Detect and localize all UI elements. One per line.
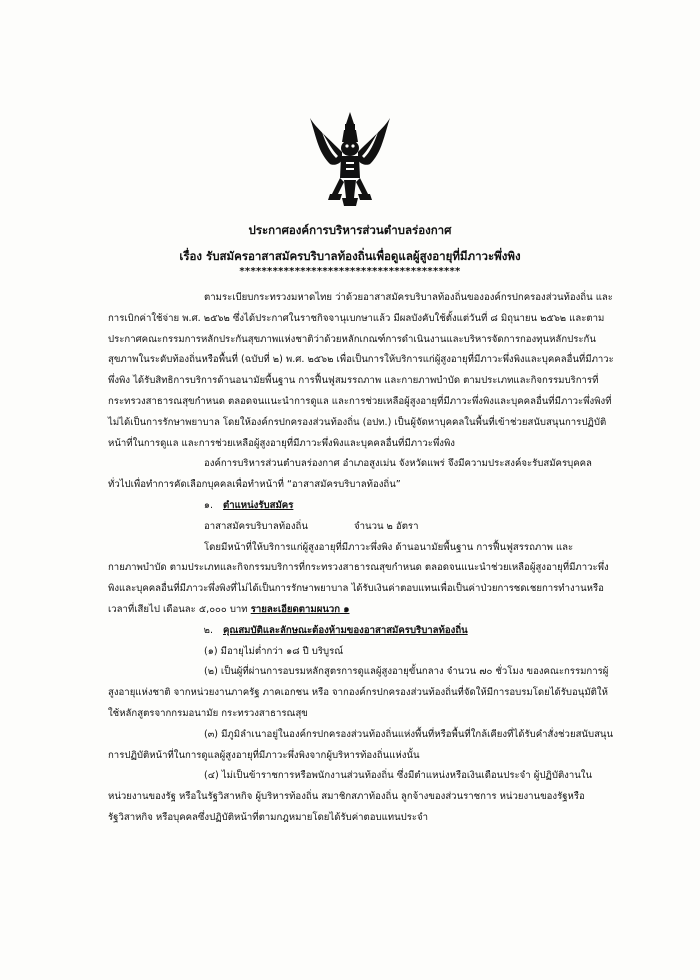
- duty-text: โดยมีหน้าที่ให้บริการแก่ผู้สูงอายุที่มีภาวะพึ่งพิง ด้านอนามัยพื้นฐาน การฟื้นฟูสรรถภาพ และกายภาพบำบัด ตามประเภทและกิจกรรมบริการที่กระทรวงสาธารณสุขกำหนด ตลอดจนแนะนำช่วยเหลือผู้สูงอายุที่มีภาวะพึ่งพิงและบุคคลอื่นที่มีภาวะพึ่งพิงที่ไม่ได้เป็นการรักษาพยาบาล ได้รับเงินค่าตอบแทนเพื่อเป็นค่าป่วยการชดเชยการทำงานหรือเวลาที่เสียไป เดือนละ ๕,๐๐๐ บาท: [108, 541, 609, 615]
- qualification-item: (๒) เป็นผู้ที่ผ่านการอบรมหลักสูตรการดูแลผู้สูงอายุขั้นกลาง จำนวน ๗๐ ชั่วโมง ของคณะกรรมการผู้สูงอายุแห่งชาติ จากหน่วยงานภาครัฐ ภาคเอกชน หรือ จากองค์กรปกครองส่วนท้องถิ่นที่จัดให้มีการอบรมโดยได้รับอนุมัติให้ใช้หลักสูตรจากกรมอนามัย กระทรวงสาธารณสุข: [108, 666, 609, 719]
- document-body: [108, 288, 614, 829]
- intro-paragraph-1: ตามระเบียบกระทรวงมหาดไทย ว่าด้วยอาสาสมัครบริบาลท้องถิ่นขององค์กรปกครองส่วนท้องถิ่น และการเบิกค่าใช้จ่าย พ.ศ. ๒๕๖๒ ซึ่งได้ประกาศในราชกิจจานุเบกษาแล้ว มีผลบังคับใช้ตั้งแต่วันที่ ๘ มิถุนายน ๒๕๖๒ และตามประกาศคณะกรรมการหลักประกันสุขภาพแห่งชาติว่าด้วยหลักเกณฑ์การดำเนินงานและบริหารจัดการกองทุนหลักประกันสุขภาพในระดับท้องถิ่นหรือพื้นที่ (ฉบับที่ ๒) พ.ศ. ๒๕๖๒ เพื่อเป็นการให้บริการแก่ผู้สูงอายุที่มีภาวะพึ่งพิงและบุคคลอื่นที่มีภาวะพึ่งพิง ได้รับสิทธิการบริการด้านอนามัยพื้นฐาน การฟื้นฟูสมรรถภาพ และกายภาพบำบัด ตามประเภทและกิจกรรมบริการที่กระทรวงสาธารณสุขกำหนด ตลอดจนแนะนำการดูแล และการช่วยเหลือผู้สูงอายุที่มีภาวะพึ่งพิงและบุคคลอื่นที่มีภาวะพึ่งพิงที่ไม่ได้เป็นการรักษาพยาบาล โดยให้องค์กรปกครองส่วนท้องถิ่น (อปท.) เป็นผู้จัดหาบุคคลในพื้นที่เข้าช่วยสนับสนุนการปฏิบัติหน้าที่ในการดูแล และการช่วยเหลือผู้สูงอายุที่มีภาวะพึ่งพิงและบุคคลอื่นที่มีภาวะพึ่งพิง: [108, 292, 614, 449]
- position-name: อาสาสมัครบริบาลท้องถิ่น: [204, 520, 308, 532]
- announcement-subject: เรื่อง รับสมัครอาสาสมัครบริบาลท้องถิ่นเพื่อดูแลผู้สูงอายุที่มีภาวะพึ่งพิง: [179, 249, 521, 263]
- section-1-duty: [108, 538, 614, 621]
- garuda-emblem: [308, 108, 392, 208]
- section-1-heading: ตำแหน่งรับสมัคร: [223, 499, 294, 511]
- appendix-reference: รายละเอียดตามผนวก ๑: [250, 603, 350, 615]
- announcement-title: ประกาศองค์การบริหารส่วนตำบลร่องกาศ: [248, 223, 452, 237]
- qualification-item: (๔) ไม่เป็นข้าราชการหรือพนักงานส่วนท้องถิ่น ซึ่งมีตำแหน่งหรือเงินเดือนประจำ ผู้ปฏิบัติงานในหน่วยงานของรัฐ หรือในรัฐวิสาหกิจ ผู้บริหารท้องถิ่น สมาชิกสภาท้องถิ่น ลูกจ้างของส่วนราชการ หน่วยงานของรัฐหรือรัฐวิสาหกิจ หรือบุคคลซึ่งปฏิบัติหน้าที่ตามกฎหมายโดยได้รับค่าตอบแทนประจำ: [108, 770, 593, 823]
- section-2-heading: คุณสมบัติและลักษณะต้องห้ามของอาสาสมัครบริบาลท้องถิ่น: [223, 624, 468, 636]
- section-1-heading-row: [108, 496, 614, 517]
- section-2-heading-row: [108, 621, 614, 642]
- position-row: [108, 517, 614, 538]
- separator-line: ****************************************: [239, 266, 461, 277]
- intro-paragraph-2: องค์การบริหารส่วนตำบลร่องกาศ อำเภอสูงเม่น จังหวัดแพร่ จึงมีความประสงค์จะรับสมัครบุคคลทั่วไปเพื่อทำการคัดเลือกบุคคลเพื่อทำหน้าที่ “อาสาสมัครบริบาลท้องถิ่น”: [108, 458, 592, 491]
- qualification-item: (๓) มีภูมิลำเนาอยู่ในองค์กรปกครองส่วนท้องถิ่นแห่งพื้นที่หรือพื้นที่ใกล้เคียงที่ได้รับคำสั่งช่วยสนับสนุนการปฏิบัติหน้าที่ในการดูแลผู้สูงอายุที่มีภาวะพึ่งพิงจากผู้บริหารท้องถิ่นแห่งนั้น: [108, 728, 614, 761]
- section-1-number: ๑.: [203, 499, 213, 511]
- section-2-number: ๒.: [203, 624, 213, 636]
- qualification-item: (๑) มีอายุไม่ต่ำกว่า ๑๘ ปี บริบูรณ์: [204, 645, 344, 657]
- position-count: จำนวน ๒ อัตรา: [354, 520, 419, 532]
